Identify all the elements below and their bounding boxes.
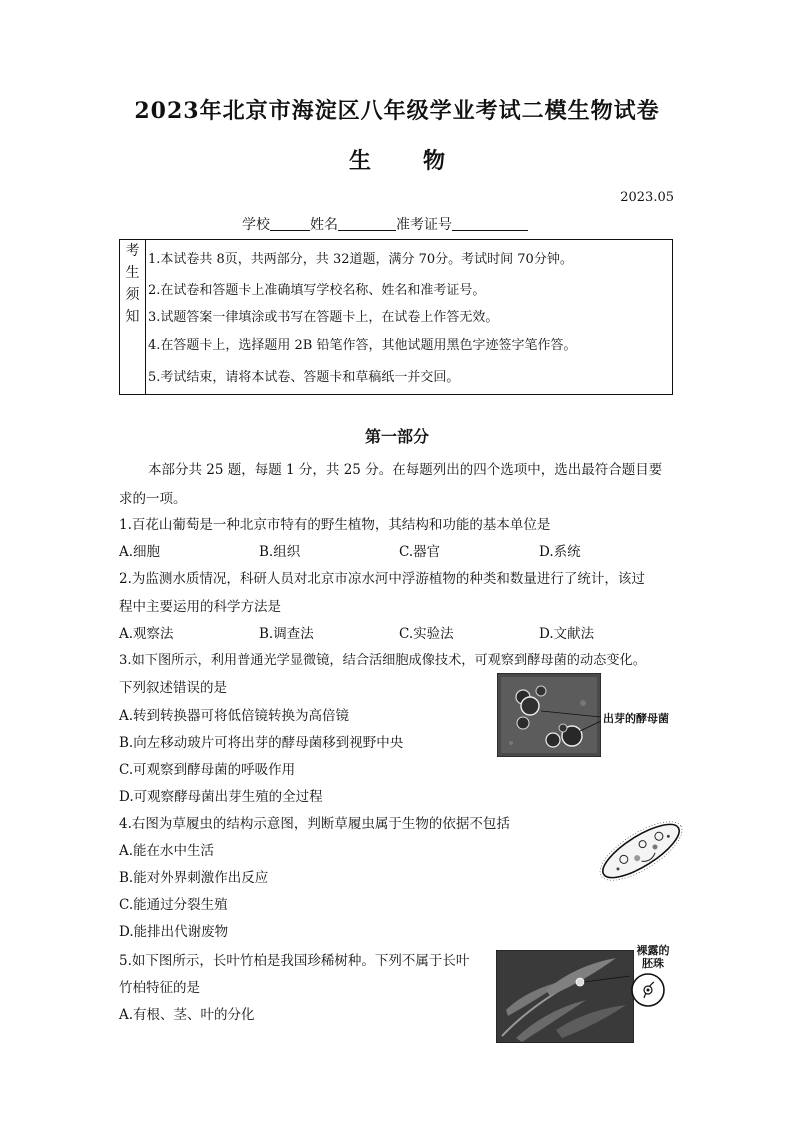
answer-option[interactable]: C.实验法 <box>399 626 454 642</box>
answer-option[interactable]: B.组织 <box>259 544 301 560</box>
ovule-label-line: 胚珠 <box>642 957 664 970</box>
exam-id-blank[interactable] <box>452 216 528 231</box>
exam-title: 2023年北京市海淀区八年级学业考试二模生物试卷 <box>134 98 660 124</box>
school-label: 学校 <box>242 217 270 233</box>
notice-rule: 2.在试卷和答题卡上准确填写学校名称、姓名和准考证号。 <box>148 283 486 298</box>
answer-option[interactable]: D.可观察酵母菌出芽生殖的全过程 <box>119 789 323 805</box>
answer-option[interactable]: C.可观察到酵母菌的呼吸作用 <box>119 762 296 778</box>
answer-option[interactable]: B.向左移动玻片可将出芽的酵母菌移到视野中央 <box>119 735 404 751</box>
question-stem: 竹柏特征的是 <box>119 980 200 996</box>
answer-option[interactable]: D.能排出代谢废物 <box>119 924 229 940</box>
question-stem: 3.如下图所示，利用普通光学显微镜，结合活细胞成像技术，可观察到酵母菌的动态变化。 <box>119 653 646 668</box>
paramecium-diagram <box>592 808 690 894</box>
ovule-figure-label <box>636 944 670 970</box>
notice-side-char: 知 <box>125 309 140 325</box>
subject-char-1: 生 <box>348 148 371 174</box>
answer-option[interactable]: A.观察法 <box>119 626 174 642</box>
section-intro-line: 本部分共 25 题，每题 1 分，共 25 分。在每题列出的四个选项中，选出最符合题目要 <box>148 462 663 478</box>
question-stem: 2.为监测水质情况，科研人员对北京市凉水河中浮游植物的种类和数量进行了统计，该过 <box>119 571 645 587</box>
yeast-figure-label: 出芽的酵母菌 <box>603 712 669 725</box>
section-title: 第一部分 <box>364 427 429 446</box>
answer-option[interactable]: B.调查法 <box>259 626 314 642</box>
answer-option[interactable]: A.转到转换器可将低倍镜转换为高倍镜 <box>119 708 350 724</box>
question-stem: 下列叙述错误的是 <box>119 680 227 696</box>
answer-option[interactable]: B.能对外界刺激作出反应 <box>119 870 269 886</box>
name-blank[interactable] <box>338 216 396 231</box>
notice-side-char: 考 <box>125 243 140 259</box>
answer-option[interactable]: D.系统 <box>539 544 581 560</box>
notice-side-label <box>120 240 146 394</box>
answer-option[interactable]: D.文献法 <box>539 626 595 642</box>
yeast-micrograph <box>497 673 601 757</box>
question-stem: 4.右图为草履虫的结构示意图，判断草履虫属于生物的依据不包括 <box>119 816 510 832</box>
notice-rule: 3.试题答案一律填涂或书写在答题卡上，在试卷上作答无效。 <box>148 310 499 325</box>
exam-date: 2023.05 <box>620 190 674 205</box>
question-stem: 5.如下图所示，长叶竹柏是我国珍稀树种。下列不属于长叶 <box>119 953 470 969</box>
name-label: 姓名 <box>310 217 338 233</box>
notice-side-char: 须 <box>125 287 140 303</box>
notice-rule: 4.在答题卡上，选择题用 2B 铅笔作答，其他试题用黑色字迹签字笔作答。 <box>148 338 577 353</box>
answer-option[interactable]: C.能通过分裂生殖 <box>119 897 228 913</box>
notice-box <box>119 239 673 395</box>
question-stem: 1.百花山葡萄是一种北京市特有的野生植物，其结构和功能的基本单位是 <box>119 517 551 533</box>
school-blank[interactable] <box>270 216 310 231</box>
ovule-zoom-icon <box>630 972 666 1008</box>
ovule-label-line: 裸露的 <box>636 944 670 957</box>
subject-heading <box>0 144 794 175</box>
notice-rule: 1.本试卷共 8页，共两部分，共 32道题，满分 70分。考试时间 70分钟。 <box>148 252 573 267</box>
section-intro-line: 求的一项。 <box>119 491 187 507</box>
answer-option[interactable]: A.细胞 <box>119 544 161 560</box>
answer-option[interactable]: A.有根、茎、叶的分化 <box>119 1007 255 1023</box>
exam-id-label: 准考证号 <box>396 217 452 233</box>
answer-option[interactable]: A.能在水中生活 <box>119 843 215 859</box>
subject-char-2: 物 <box>423 148 446 174</box>
student-info-line <box>242 214 528 234</box>
notice-rule: 5.考试结束，请将本试卷、答题卡和草稿纸一并交回。 <box>148 370 460 385</box>
answer-option[interactable]: C.器官 <box>399 544 441 560</box>
notice-side-char: 生 <box>125 265 140 281</box>
question-stem: 程中主要运用的科学方法是 <box>119 599 281 615</box>
podocarpus-photo <box>496 950 634 1043</box>
